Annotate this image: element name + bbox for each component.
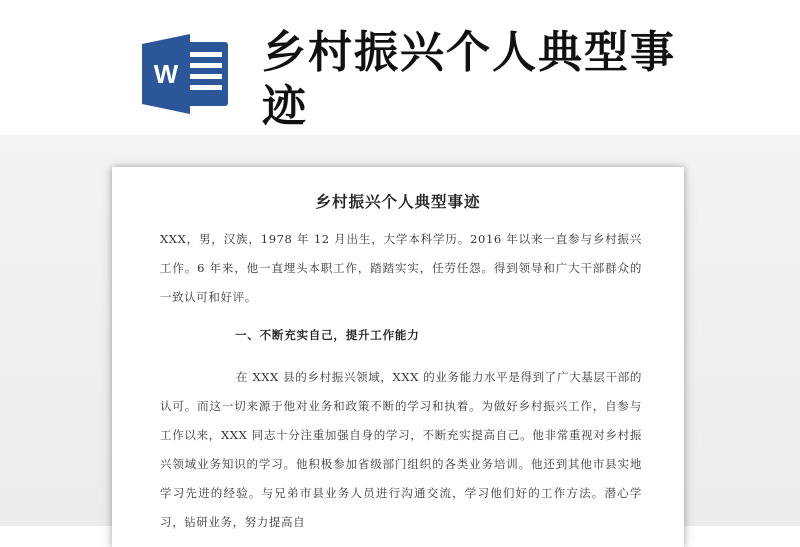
word-icon xyxy=(140,34,232,114)
document-page xyxy=(112,167,684,547)
document-title: 乡村振兴个人典型事迹 xyxy=(315,192,481,211)
section-paragraph: 在 XXX 县的乡村振兴领域，XXX 的业务能力水平是得到了广大基层干部的认可。而这一切来源于他对业务和政策不断的学习和执着。为做好乡村振兴工作，自参与工作以来，XXX 同志十分注重加强自身的学习，不断充实提高自己。他非常重视对乡村振兴领域业务知识的学习。他积极参加省级部门组织的各类业务培训。他还到其他市县实地学习先进的经验。与兄弟市县业务人员进行沟通交流，学习他们好的工作方法。潜心学习，钻研业务，努力提高自 xyxy=(160,370,642,529)
page-title: 乡村振兴个人典型事迹 xyxy=(262,27,676,132)
intro-paragraph: XXX，男，汉族，1978 年 12 月出生，大学本科学历。2016 年以来一直参与乡村振兴工作。6 年来，他一直埋头本职工作，踏踏实实，任劳任怨。得到领导和广大干部群众的一致认可和好评。 xyxy=(160,232,642,304)
word-icon-letter: W xyxy=(153,59,179,89)
header-banner xyxy=(0,0,800,135)
section-heading: 一、不断充实自己，提升工作能力 xyxy=(235,328,420,342)
